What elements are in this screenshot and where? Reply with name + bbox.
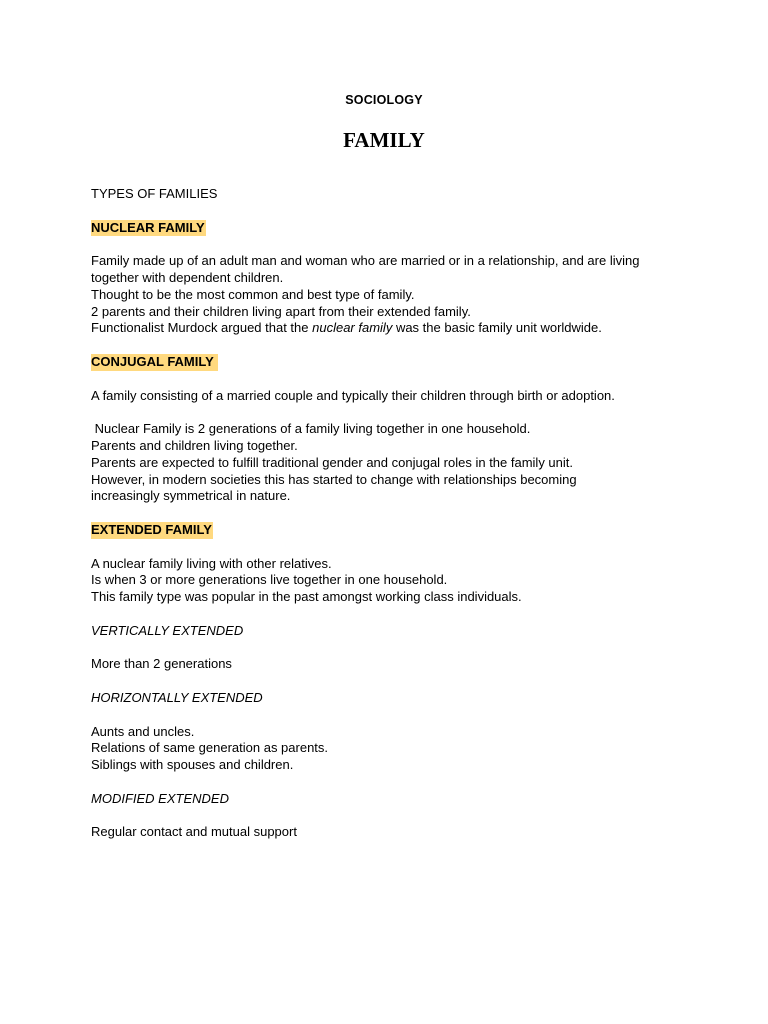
- conjugal-line-1: Nuclear Family is 2 generations of a family living together in one household.: [91, 421, 531, 437]
- vertically-extended-heading: [91, 623, 691, 640]
- horizontal-line-2: Relations of same generation as parents.: [91, 740, 329, 756]
- horizontally-extended-heading: [91, 690, 691, 707]
- nuclear-line-2: together with dependent children.: [91, 269, 284, 285]
- extended-family-heading: EXTENDED FAMILY: [91, 521, 212, 537]
- nuclear-line-1: Family made up of an adult man and woman who are married or in a relationship, and are living: [91, 253, 640, 269]
- conjugal-line-3: Parents are expected to fulfill traditional gender and conjugal roles in the family unit.: [91, 454, 574, 470]
- conjugal-line-5: increasingly symmetrical in nature.: [91, 488, 291, 504]
- nuclear-family-heading-line: [91, 220, 691, 237]
- extended-family-heading-line: [91, 522, 691, 539]
- conjugal-family-heading-line: [91, 354, 691, 371]
- murdock-prefix: Functionalist Murdock argued that the: [91, 320, 313, 336]
- section-intro: TYPES OF FAMILIES: [91, 186, 218, 201]
- extended-line-1: A nuclear family living with other relatives.: [91, 555, 332, 571]
- nuclear-family-heading: NUCLEAR FAMILY: [91, 219, 205, 235]
- nuclear-line-4: 2 parents and their children living apart from their extended family.: [91, 303, 471, 319]
- extended-line-2: Is when 3 or more generations live together in one household.: [91, 572, 448, 588]
- horizontal-line-3: Siblings with spouses and children.: [91, 757, 294, 773]
- vertically-extended-heading-text: VERTICALLY EXTENDED: [91, 622, 244, 638]
- conjugal-family-heading: CONJUGAL FAMILY: [91, 353, 218, 369]
- horizontal-line-1: Aunts and uncles.: [91, 723, 195, 739]
- murdock-italic-term: nuclear family: [312, 320, 393, 336]
- subject-label: SOCIOLOGY: [345, 93, 423, 107]
- vertically-extended-text: More than 2 generations: [91, 656, 232, 672]
- nuclear-murdock-line: [91, 320, 691, 337]
- page-title: FAMILY: [343, 128, 425, 152]
- nuclear-line-3: Thought to be the most common and best type of family.: [91, 286, 415, 302]
- conjugal-line-4: However, in modern societies this has started to change with relationships becoming: [91, 471, 577, 487]
- horizontally-extended-heading-text: HORIZONTALLY EXTENDED: [91, 689, 263, 705]
- extended-line-3: This family type was popular in the past amongst working class individuals.: [91, 589, 522, 605]
- murdock-suffix: was the basic family unit worldwide.: [392, 320, 602, 336]
- modified-extended-heading-text: MODIFIED EXTENDED: [91, 790, 229, 806]
- conjugal-line-2: Parents and children living together.: [91, 437, 298, 453]
- modified-extended-heading: [91, 791, 691, 808]
- modified-extended-text: Regular contact and mutual support: [91, 824, 297, 840]
- conjugal-definition: A family consisting of a married couple and typically their children through birth or adoption.: [91, 387, 615, 403]
- document-body: [91, 186, 691, 841]
